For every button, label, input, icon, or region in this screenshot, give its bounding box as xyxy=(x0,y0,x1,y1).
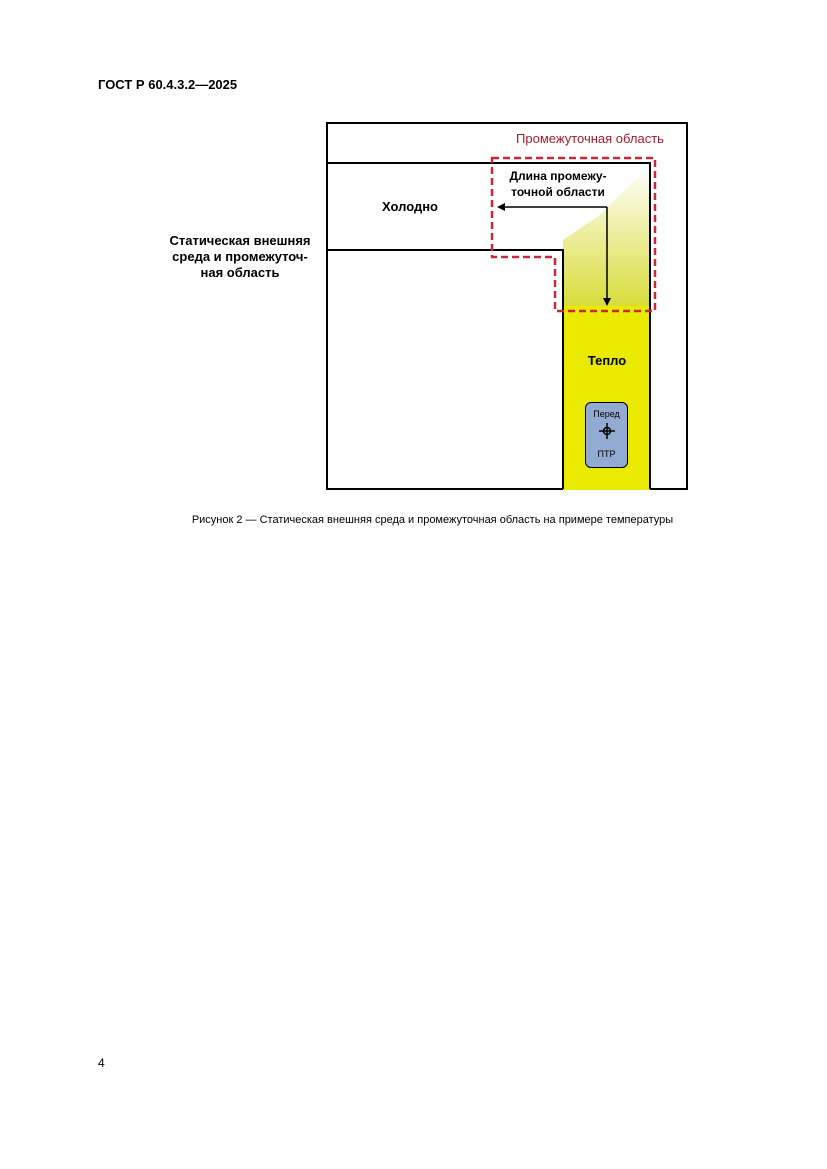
intermediate-area-label: Промежуточная область xyxy=(516,131,664,146)
intermediate-length-label xyxy=(488,168,628,200)
page-number: 4 xyxy=(98,1056,105,1070)
device-box xyxy=(585,402,628,468)
static-label-line3: ная область xyxy=(200,265,280,280)
static-environment-label xyxy=(150,233,330,281)
intermediate-length-line2: точной области xyxy=(511,185,605,199)
document-header: ГОСТ Р 60.4.3.2—2025 xyxy=(98,77,238,92)
crosshair-icon xyxy=(599,423,615,439)
static-label-line1: Статическая внешняя xyxy=(169,233,311,248)
cold-label: Холодно xyxy=(381,199,439,214)
warm-label: Тепло xyxy=(587,353,627,368)
intermediate-length-line1: Длина промежу- xyxy=(509,169,607,183)
device-top-label: Перед xyxy=(593,409,620,419)
figure-caption: Рисунок 2 — Статическая внешняя среда и промежуточная область на примере температуры xyxy=(191,514,674,526)
device-bottom-label: ПТР xyxy=(597,449,616,459)
static-label-line2: среда и промежуточ- xyxy=(172,249,308,264)
